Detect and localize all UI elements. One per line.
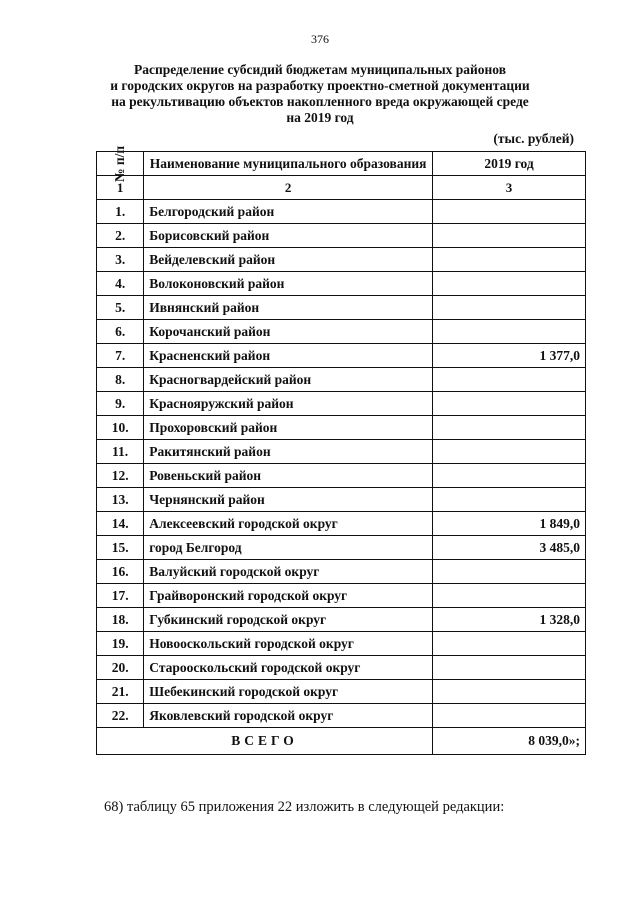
title-line: на 2019 год bbox=[286, 110, 354, 125]
row-number: 9. bbox=[97, 392, 144, 416]
row-number: 20. bbox=[97, 656, 144, 680]
row-value bbox=[433, 200, 586, 224]
table-row bbox=[97, 368, 586, 392]
row-name: Волоконовский район bbox=[144, 272, 433, 296]
row-value bbox=[433, 584, 586, 608]
row-name: Новооскольский городской округ bbox=[144, 632, 433, 656]
units-label: (тыс. рублей) bbox=[493, 131, 574, 146]
row-number: 7. bbox=[97, 344, 144, 368]
row-number: 22. bbox=[97, 704, 144, 728]
title-line: на рекультивацию объектов накопленного вреда окружающей среде bbox=[111, 94, 529, 109]
row-value: 3 485,0 bbox=[433, 536, 586, 560]
row-value bbox=[433, 392, 586, 416]
table-row bbox=[97, 320, 586, 344]
row-name: Грайворонский городской округ bbox=[144, 584, 433, 608]
row-number: 6. bbox=[97, 320, 144, 344]
row-number: 19. bbox=[97, 632, 144, 656]
row-number: 3. bbox=[97, 248, 144, 272]
column-number: 2 bbox=[144, 176, 433, 200]
table-body bbox=[97, 200, 586, 728]
table-row bbox=[97, 704, 586, 728]
table-row bbox=[97, 656, 586, 680]
row-number: 18. bbox=[97, 608, 144, 632]
row-name: Алексеевский городской округ bbox=[144, 512, 433, 536]
row-number: 12. bbox=[97, 464, 144, 488]
row-value: 1 328,0 bbox=[433, 608, 586, 632]
header-year: 2019 год bbox=[433, 152, 586, 176]
document-title bbox=[80, 62, 560, 126]
row-name: Губкинский городской округ bbox=[144, 608, 433, 632]
table-row bbox=[97, 680, 586, 704]
title-line: Распределение субсидий бюджетам муниципальных районов bbox=[133, 62, 507, 77]
row-value bbox=[433, 248, 586, 272]
table-row bbox=[97, 416, 586, 440]
table-row bbox=[97, 272, 586, 296]
row-name: Валуйский городской округ bbox=[144, 560, 433, 584]
row-value bbox=[433, 272, 586, 296]
row-value bbox=[433, 224, 586, 248]
row-value bbox=[433, 416, 586, 440]
row-value bbox=[433, 488, 586, 512]
row-number: 14. bbox=[97, 512, 144, 536]
row-number: 21. bbox=[97, 680, 144, 704]
table-header-row bbox=[97, 152, 586, 176]
row-value: 1 377,0 bbox=[433, 344, 586, 368]
header-number bbox=[97, 145, 144, 182]
table-row bbox=[97, 464, 586, 488]
row-name: Ивнянский район bbox=[144, 296, 433, 320]
row-value: 1 849,0 bbox=[433, 512, 586, 536]
row-value bbox=[433, 680, 586, 704]
table-row bbox=[97, 296, 586, 320]
row-value bbox=[433, 656, 586, 680]
title-line: и городских округов на разработку проектно-сметной документации bbox=[110, 78, 530, 93]
row-value bbox=[433, 296, 586, 320]
row-number: 4. bbox=[97, 272, 144, 296]
header-name: Наименование муниципального образования bbox=[144, 152, 433, 176]
table-row bbox=[97, 200, 586, 224]
total-row bbox=[97, 728, 586, 755]
row-value bbox=[433, 704, 586, 728]
row-number: 10. bbox=[97, 416, 144, 440]
row-number: 2. bbox=[97, 224, 144, 248]
row-name: Красненский район bbox=[144, 344, 433, 368]
table-row bbox=[97, 488, 586, 512]
row-name: Белгородский район bbox=[144, 200, 433, 224]
row-number: 1. bbox=[97, 200, 144, 224]
row-name: Вейделевский район bbox=[144, 248, 433, 272]
row-name: Шебекинский городской округ bbox=[144, 680, 433, 704]
header-number-label: № п/п bbox=[112, 145, 128, 182]
row-number: 13. bbox=[97, 488, 144, 512]
table-row bbox=[97, 248, 586, 272]
row-name: Прохоровский район bbox=[144, 416, 433, 440]
footer-text: 68) таблицу 65 приложения 22 изложить в следующей редакции: bbox=[104, 799, 505, 815]
row-value bbox=[433, 440, 586, 464]
table-row bbox=[97, 440, 586, 464]
row-name: Ракитянский район bbox=[144, 440, 433, 464]
table-row bbox=[97, 392, 586, 416]
column-numbers-row bbox=[97, 176, 586, 200]
row-value bbox=[433, 464, 586, 488]
row-name: Яковлевский городской округ bbox=[144, 704, 433, 728]
row-number: 15. bbox=[97, 536, 144, 560]
table-row bbox=[97, 560, 586, 584]
row-value bbox=[433, 560, 586, 584]
table-row bbox=[97, 536, 586, 560]
row-name: Чернянский район bbox=[144, 488, 433, 512]
row-name: Ровеньский район bbox=[144, 464, 433, 488]
row-number: 16. bbox=[97, 560, 144, 584]
row-name: Красногвардейский район bbox=[144, 368, 433, 392]
row-number: 5. bbox=[97, 296, 144, 320]
row-name: Корочанский район bbox=[144, 320, 433, 344]
column-number: 3 bbox=[433, 176, 586, 200]
row-number: 17. bbox=[97, 584, 144, 608]
table-row bbox=[97, 344, 586, 368]
column-number: 1 bbox=[97, 176, 144, 200]
row-value bbox=[433, 320, 586, 344]
row-value bbox=[433, 632, 586, 656]
row-number: 11. bbox=[97, 440, 144, 464]
row-name: Борисовский район bbox=[144, 224, 433, 248]
row-value bbox=[433, 368, 586, 392]
table-row bbox=[97, 224, 586, 248]
subsidy-table bbox=[96, 145, 586, 755]
row-number: 8. bbox=[97, 368, 144, 392]
table-row bbox=[97, 512, 586, 536]
row-name: Старооскольский городской округ bbox=[144, 656, 433, 680]
table-row bbox=[97, 584, 586, 608]
row-name: город Белгород bbox=[144, 536, 433, 560]
total-value: 8 039,0»; bbox=[433, 728, 586, 755]
page-number: 376 bbox=[311, 32, 329, 46]
total-label: ВСЕГО bbox=[97, 728, 433, 755]
table-row bbox=[97, 632, 586, 656]
row-name: Краснояружский район bbox=[144, 392, 433, 416]
table-row bbox=[97, 608, 586, 632]
